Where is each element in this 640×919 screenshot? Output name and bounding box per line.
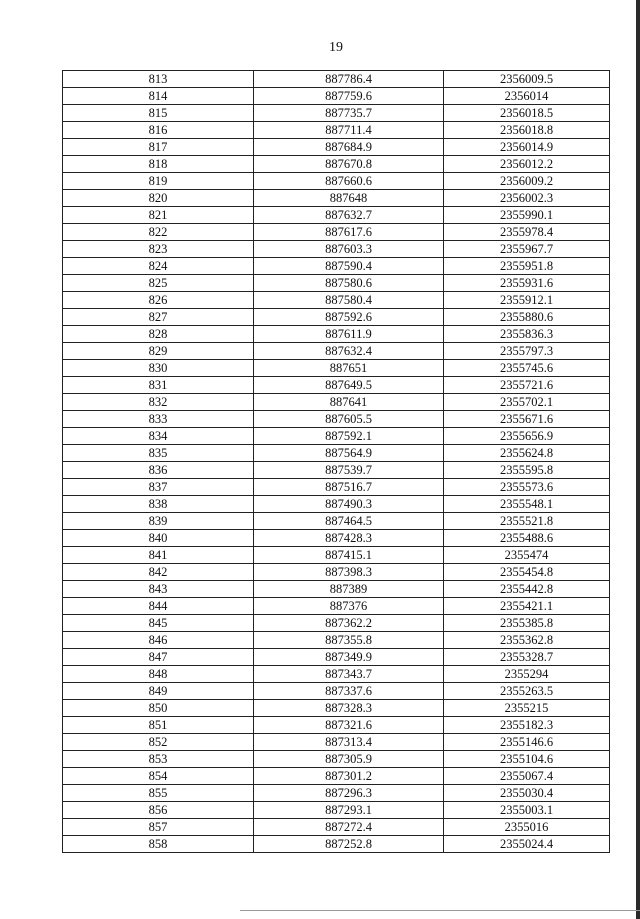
x-coordinate-cell: 887362.2 <box>254 615 444 632</box>
x-coordinate-cell: 887343.7 <box>254 666 444 683</box>
point-number-cell: 827 <box>63 309 254 326</box>
y-coordinate-cell: 2356009.2 <box>444 173 610 190</box>
table-row <box>63 683 610 700</box>
x-coordinate-cell: 887580.6 <box>254 275 444 292</box>
point-number-cell: 848 <box>63 666 254 683</box>
table-row <box>63 581 610 598</box>
table-row <box>63 224 610 241</box>
x-coordinate-cell: 887580.4 <box>254 292 444 309</box>
point-number-cell: 849 <box>63 683 254 700</box>
y-coordinate-cell: 2355656.9 <box>444 428 610 445</box>
x-coordinate-cell: 887641 <box>254 394 444 411</box>
table-row <box>63 462 610 479</box>
y-coordinate-cell: 2356014 <box>444 88 610 105</box>
point-number-cell: 820 <box>63 190 254 207</box>
x-coordinate-cell: 887617.6 <box>254 224 444 241</box>
point-number-cell: 833 <box>63 411 254 428</box>
point-number-cell: 842 <box>63 564 254 581</box>
x-coordinate-cell: 887632.7 <box>254 207 444 224</box>
y-coordinate-cell: 2355836.3 <box>444 326 610 343</box>
table-row <box>63 207 610 224</box>
x-coordinate-cell: 887592.6 <box>254 309 444 326</box>
y-coordinate-cell: 2355067.4 <box>444 768 610 785</box>
x-coordinate-cell: 887611.9 <box>254 326 444 343</box>
table-row <box>63 666 610 683</box>
table-row <box>63 377 610 394</box>
y-coordinate-cell: 2355215 <box>444 700 610 717</box>
y-coordinate-cell: 2355003.1 <box>444 802 610 819</box>
point-number-cell: 856 <box>63 802 254 819</box>
point-number-cell: 841 <box>63 547 254 564</box>
point-number-cell: 825 <box>63 275 254 292</box>
point-number-cell: 819 <box>63 173 254 190</box>
scan-edge <box>636 0 640 919</box>
point-number-cell: 845 <box>63 615 254 632</box>
x-coordinate-cell: 887355.8 <box>254 632 444 649</box>
y-coordinate-cell: 2355521.8 <box>444 513 610 530</box>
y-coordinate-cell: 2355931.6 <box>444 275 610 292</box>
y-coordinate-cell: 2355990.1 <box>444 207 610 224</box>
y-coordinate-cell: 2355721.6 <box>444 377 610 394</box>
x-coordinate-cell: 887759.6 <box>254 88 444 105</box>
table-row <box>63 819 610 836</box>
point-number-cell: 815 <box>63 105 254 122</box>
table-row <box>63 88 610 105</box>
x-coordinate-cell: 887603.3 <box>254 241 444 258</box>
y-coordinate-cell: 2355421.1 <box>444 598 610 615</box>
point-number-cell: 822 <box>63 224 254 241</box>
table-row <box>63 700 610 717</box>
x-coordinate-cell: 887516.7 <box>254 479 444 496</box>
point-number-cell: 850 <box>63 700 254 717</box>
point-number-cell: 840 <box>63 530 254 547</box>
table-row <box>63 632 610 649</box>
y-coordinate-cell: 2355024.4 <box>444 836 610 853</box>
y-coordinate-cell: 2355745.6 <box>444 360 610 377</box>
point-number-cell: 854 <box>63 768 254 785</box>
table-row <box>63 173 610 190</box>
x-coordinate-cell: 887328.3 <box>254 700 444 717</box>
table-row <box>63 734 610 751</box>
point-number-cell: 858 <box>63 836 254 853</box>
y-coordinate-cell: 2355385.8 <box>444 615 610 632</box>
table-row <box>63 292 610 309</box>
table-row <box>63 615 610 632</box>
y-coordinate-cell: 2356018.8 <box>444 122 610 139</box>
x-coordinate-cell: 887735.7 <box>254 105 444 122</box>
table-row <box>63 479 610 496</box>
y-coordinate-cell: 2355182.3 <box>444 717 610 734</box>
y-coordinate-cell: 2355263.5 <box>444 683 610 700</box>
point-number-cell: 836 <box>63 462 254 479</box>
y-coordinate-cell: 2355328.7 <box>444 649 610 666</box>
x-coordinate-cell: 887660.6 <box>254 173 444 190</box>
point-number-cell: 830 <box>63 360 254 377</box>
point-number-cell: 832 <box>63 394 254 411</box>
point-number-cell: 813 <box>63 71 254 88</box>
x-coordinate-cell: 887539.7 <box>254 462 444 479</box>
y-coordinate-cell: 2355951.8 <box>444 258 610 275</box>
x-coordinate-cell: 887415.1 <box>254 547 444 564</box>
y-coordinate-cell: 2356002.3 <box>444 190 610 207</box>
x-coordinate-cell: 887389 <box>254 581 444 598</box>
table-row <box>63 445 610 462</box>
x-coordinate-cell: 887296.3 <box>254 785 444 802</box>
table-row <box>63 258 610 275</box>
y-coordinate-cell: 2355016 <box>444 819 610 836</box>
x-coordinate-cell: 887301.2 <box>254 768 444 785</box>
coordinates-table-body <box>63 71 610 853</box>
x-coordinate-cell: 887648 <box>254 190 444 207</box>
point-number-cell: 855 <box>63 785 254 802</box>
table-row <box>63 717 610 734</box>
point-number-cell: 837 <box>63 479 254 496</box>
x-coordinate-cell: 887649.5 <box>254 377 444 394</box>
x-coordinate-cell: 887337.6 <box>254 683 444 700</box>
table-row <box>63 275 610 292</box>
y-coordinate-cell: 2356012.2 <box>444 156 610 173</box>
x-coordinate-cell: 887590.4 <box>254 258 444 275</box>
y-coordinate-cell: 2355030.4 <box>444 785 610 802</box>
y-coordinate-cell: 2355595.8 <box>444 462 610 479</box>
y-coordinate-cell: 2355967.7 <box>444 241 610 258</box>
x-coordinate-cell: 887605.5 <box>254 411 444 428</box>
table-row <box>63 411 610 428</box>
point-number-cell: 824 <box>63 258 254 275</box>
table-row <box>63 785 610 802</box>
x-coordinate-cell: 887684.9 <box>254 139 444 156</box>
point-number-cell: 828 <box>63 326 254 343</box>
point-number-cell: 843 <box>63 581 254 598</box>
y-coordinate-cell: 2355488.6 <box>444 530 610 547</box>
y-coordinate-cell: 2355362.8 <box>444 632 610 649</box>
y-coordinate-cell: 2355454.8 <box>444 564 610 581</box>
point-number-cell: 817 <box>63 139 254 156</box>
point-number-cell: 818 <box>63 156 254 173</box>
x-coordinate-cell: 887651 <box>254 360 444 377</box>
point-number-cell: 823 <box>63 241 254 258</box>
point-number-cell: 829 <box>63 343 254 360</box>
table-row <box>63 105 610 122</box>
x-coordinate-cell: 887376 <box>254 598 444 615</box>
x-coordinate-cell: 887464.5 <box>254 513 444 530</box>
x-coordinate-cell: 887398.3 <box>254 564 444 581</box>
table-row <box>63 190 610 207</box>
point-number-cell: 821 <box>63 207 254 224</box>
y-coordinate-cell: 2355797.3 <box>444 343 610 360</box>
table-row <box>63 751 610 768</box>
y-coordinate-cell: 2356014.9 <box>444 139 610 156</box>
table-row <box>63 156 610 173</box>
x-coordinate-cell: 887786.4 <box>254 71 444 88</box>
point-number-cell: 838 <box>63 496 254 513</box>
point-number-cell: 857 <box>63 819 254 836</box>
table-row <box>63 598 610 615</box>
y-coordinate-cell: 2355548.1 <box>444 496 610 513</box>
point-number-cell: 839 <box>63 513 254 530</box>
point-number-cell: 814 <box>63 88 254 105</box>
y-coordinate-cell: 2355978.4 <box>444 224 610 241</box>
y-coordinate-cell: 2355624.8 <box>444 445 610 462</box>
table-row <box>63 343 610 360</box>
x-coordinate-cell: 887632.4 <box>254 343 444 360</box>
point-number-cell: 831 <box>63 377 254 394</box>
point-number-cell: 844 <box>63 598 254 615</box>
table-row <box>63 309 610 326</box>
point-number-cell: 852 <box>63 734 254 751</box>
y-coordinate-cell: 2356018.5 <box>444 105 610 122</box>
table-row <box>63 513 610 530</box>
point-number-cell: 847 <box>63 649 254 666</box>
table-row <box>63 547 610 564</box>
x-coordinate-cell: 887592.1 <box>254 428 444 445</box>
point-number-cell: 846 <box>63 632 254 649</box>
x-coordinate-cell: 887321.6 <box>254 717 444 734</box>
table-row <box>63 428 610 445</box>
y-coordinate-cell: 2355671.6 <box>444 411 610 428</box>
x-coordinate-cell: 887305.9 <box>254 751 444 768</box>
table-row <box>63 71 610 88</box>
table-row <box>63 802 610 819</box>
table-row <box>63 139 610 156</box>
point-number-cell: 816 <box>63 122 254 139</box>
y-coordinate-cell: 2355880.6 <box>444 309 610 326</box>
table-row <box>63 649 610 666</box>
y-coordinate-cell: 2355702.1 <box>444 394 610 411</box>
table-row <box>63 241 610 258</box>
y-coordinate-cell: 2355474 <box>444 547 610 564</box>
point-number-cell: 834 <box>63 428 254 445</box>
y-coordinate-cell: 2355146.6 <box>444 734 610 751</box>
x-coordinate-cell: 887428.3 <box>254 530 444 547</box>
table-row <box>63 530 610 547</box>
x-coordinate-cell: 887670.8 <box>254 156 444 173</box>
table-row <box>63 496 610 513</box>
x-coordinate-cell: 887272.4 <box>254 819 444 836</box>
table-row <box>63 836 610 853</box>
table-row <box>63 394 610 411</box>
point-number-cell: 826 <box>63 292 254 309</box>
y-coordinate-cell: 2355294 <box>444 666 610 683</box>
y-coordinate-cell: 2355912.1 <box>444 292 610 309</box>
table-row <box>63 122 610 139</box>
y-coordinate-cell: 2355442.8 <box>444 581 610 598</box>
x-coordinate-cell: 887564.9 <box>254 445 444 462</box>
table-row <box>63 564 610 581</box>
point-number-cell: 835 <box>63 445 254 462</box>
y-coordinate-cell: 2355104.6 <box>444 751 610 768</box>
x-coordinate-cell: 887293.1 <box>254 802 444 819</box>
x-coordinate-cell: 887349.9 <box>254 649 444 666</box>
scan-line <box>240 910 640 911</box>
table-row <box>63 326 610 343</box>
x-coordinate-cell: 887313.4 <box>254 734 444 751</box>
point-number-cell: 851 <box>63 717 254 734</box>
point-number-cell: 853 <box>63 751 254 768</box>
y-coordinate-cell: 2356009.5 <box>444 71 610 88</box>
coordinates-table <box>62 70 610 853</box>
x-coordinate-cell: 887490.3 <box>254 496 444 513</box>
x-coordinate-cell: 887711.4 <box>254 122 444 139</box>
x-coordinate-cell: 887252.8 <box>254 836 444 853</box>
y-coordinate-cell: 2355573.6 <box>444 479 610 496</box>
page-number: 19 <box>329 40 343 55</box>
table-row <box>63 360 610 377</box>
table-row <box>63 768 610 785</box>
